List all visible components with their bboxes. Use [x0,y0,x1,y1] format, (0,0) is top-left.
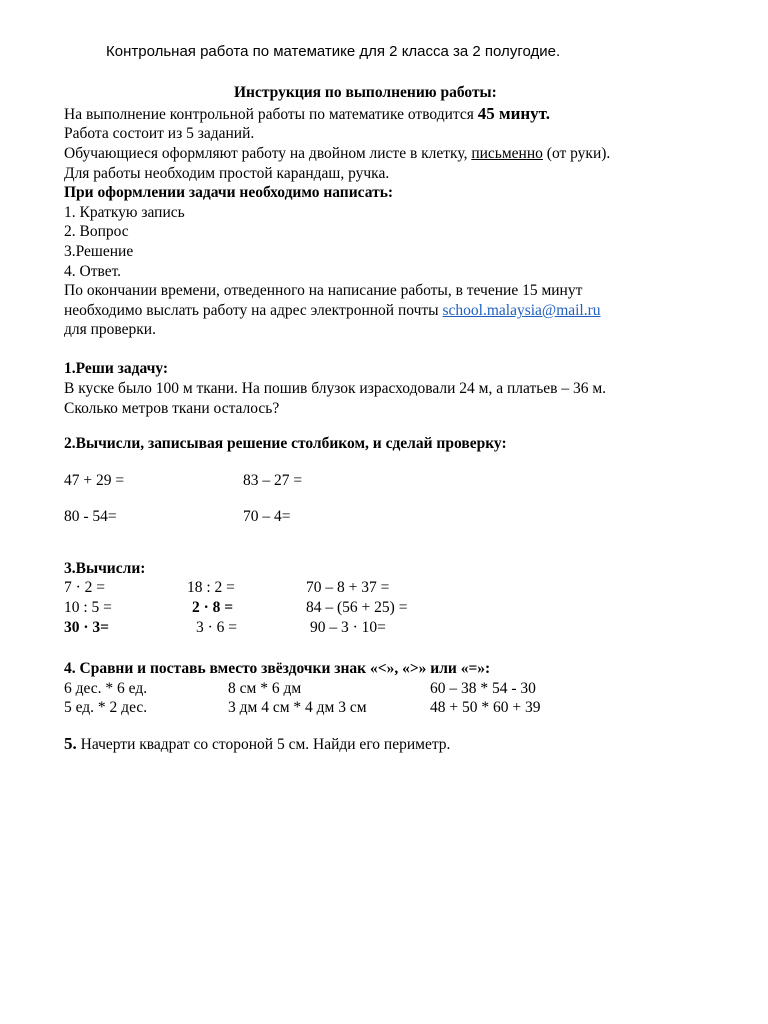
instruction-heading: Инструкция по выполнению работы: [234,84,497,101]
instruction-step: 2. Вопрос [64,223,129,240]
instruction-paper-text: Обучающиеся оформляют работу на двойном листе в клетку, [64,145,472,162]
task3-item: 70 – 8 + 37 = [306,579,390,596]
instruction-task-heading: При оформлении задачи необходимо написать: [64,184,394,201]
task3-item: 84 – (56 + 25) = [306,599,408,616]
task4-item: 60 – 38 * 54 - 30 [430,680,536,697]
instruction-time-value: 45 минут. [477,104,550,123]
task2-item: 83 – 27 = [243,472,303,489]
task1-question: Сколько метров ткани осталось? [64,400,280,417]
task2-item: 80 - 54= [64,508,117,525]
task2-item: 70 – 4= [243,508,291,525]
task3-item: 3 · 6 = [196,619,238,636]
task3-item: 7 · 2 = [64,579,106,596]
task5-number: 5. [64,734,77,753]
task3-heading: 3.Вычисли: [64,560,146,577]
task4-item: 48 + 50 * 60 + 39 [430,699,541,716]
page-title: Контрольная работа по математике для 2 класса за 2 полугодие. [106,43,561,60]
instruction-time-line [64,104,550,124]
instruction-check: для проверки. [64,321,156,338]
task2-item: 47 + 29 = [64,472,125,489]
instruction-email-line [64,301,601,320]
instruction-step: 4. Ответ. [64,263,122,280]
instruction-step: 1. Краткую запись [64,204,185,221]
instruction-deadline: По окончании времени, отведенного на написание работы, в течение 15 минут [64,282,583,299]
task2-heading: 2.Вычисли, записывая решение столбиком, и сделай проверку: [64,435,507,452]
instruction-step: 3.Решение [64,243,134,260]
task4-item: 5 ед. * 2 дес. [64,699,148,716]
instruction-email-text: необходимо выслать работу на адрес электронной почты [64,302,443,319]
email-link[interactable]: school.malaysia@mail.ru [442,302,601,319]
task3-item: 90 – 3 · 10= [310,619,386,636]
instruction-paper-line [64,144,610,163]
instruction-tools: Для работы необходим простой карандаш, ручка. [64,165,390,182]
instruction-paper-tail: (от руки). [542,145,611,162]
task5-line [64,734,450,754]
instruction-handwritten: письменно [471,145,543,162]
task1-heading: 1.Реши задачу: [64,360,169,377]
task3-item: 18 : 2 = [187,579,235,596]
task4-item: 3 дм 4 см * 4 дм 3 см [228,699,367,716]
instruction-time-text: На выполнение контрольной работы по математике отводится [64,106,478,123]
task5-text: Начерти квадрат со стороной 5 см. Найди его периметр. [76,736,451,753]
task3-item: 2 · 8 = [192,599,234,616]
task1-text: В куске было 100 м ткани. На пошив блузок израсходовали 24 м, а платьев – 36 м. [64,380,607,397]
task3-item: 30 · 3= [64,619,110,636]
task3-item: 10 : 5 = [64,599,112,616]
task4-item: 6 дес. * 6 ед. [64,680,148,697]
task4-heading: 4. Сравни и поставь вместо звёздочки знак «<», «>» или «=»: [64,660,491,677]
task4-item: 8 см * 6 дм [228,680,302,697]
instruction-tasks-count: Работа состоит из 5 заданий. [64,125,255,142]
